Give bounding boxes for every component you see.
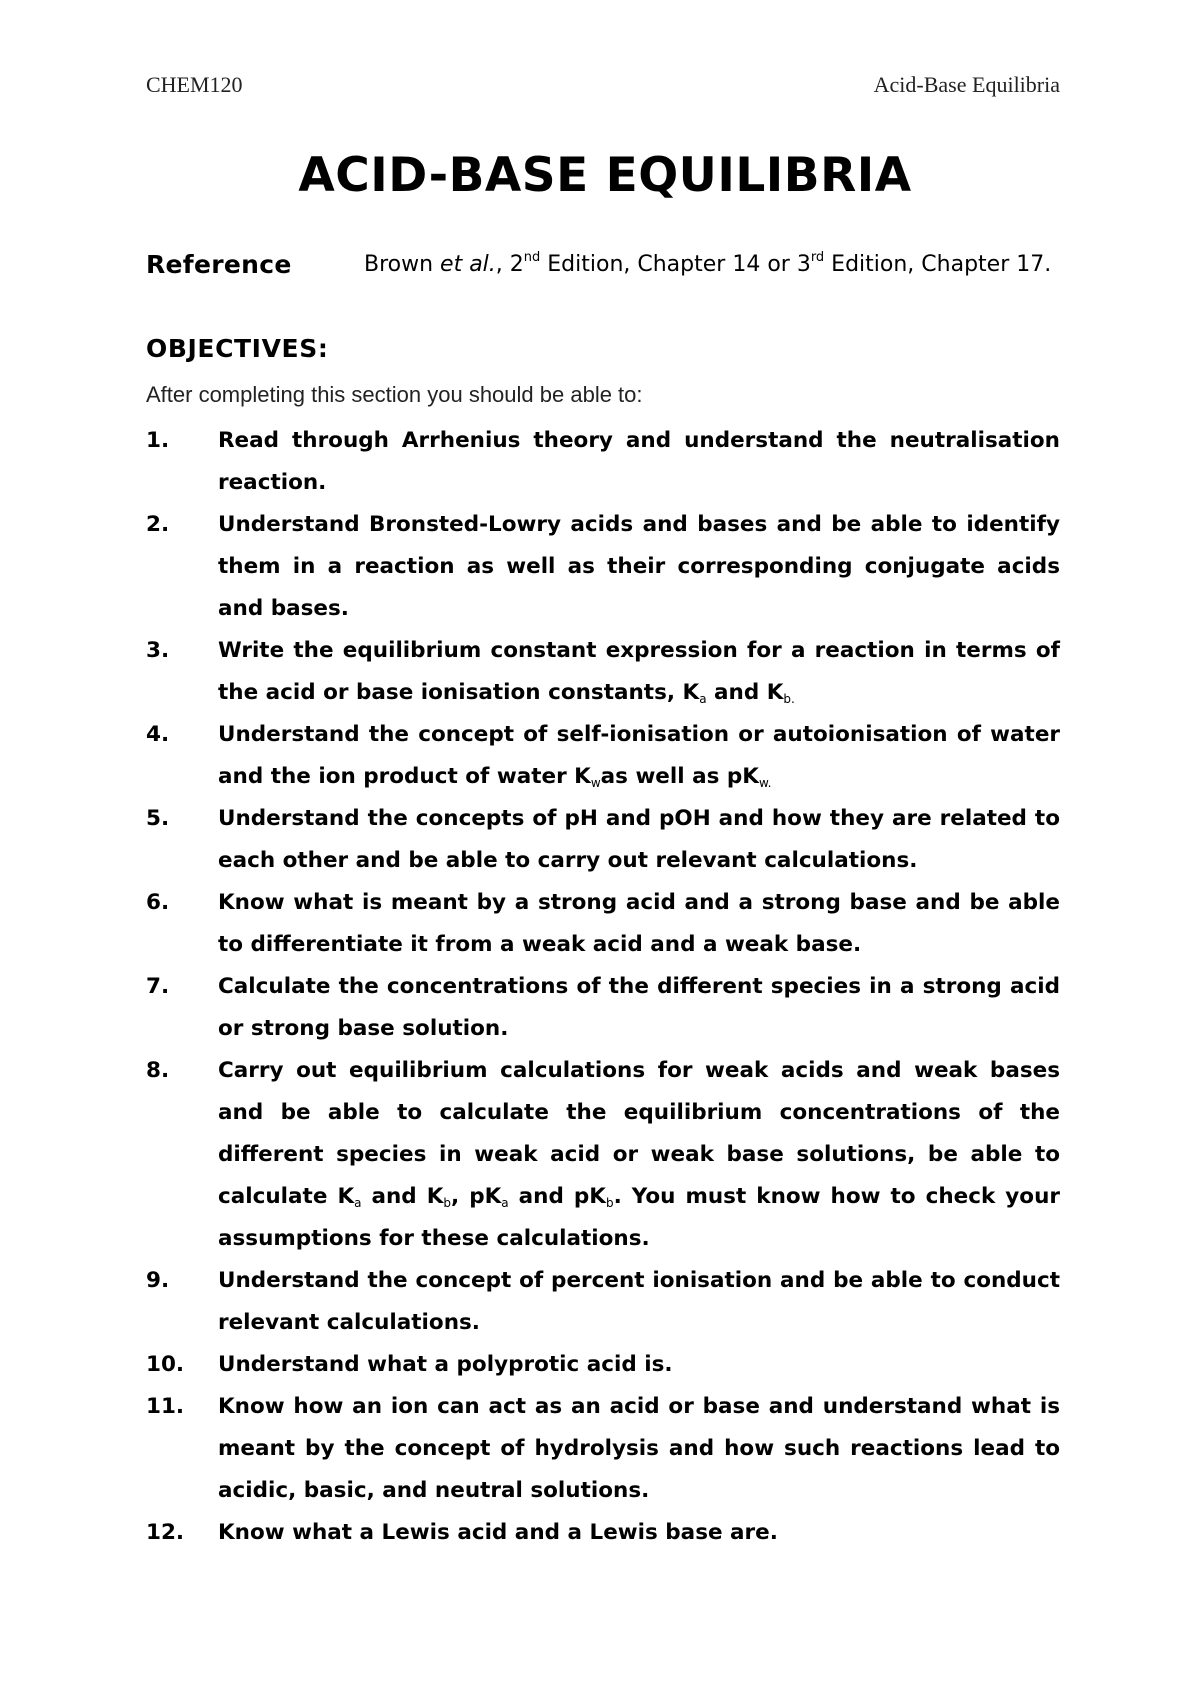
objective-item bbox=[146, 798, 1060, 882]
objective-text bbox=[218, 1512, 1060, 1554]
objective-subscript: w. bbox=[758, 776, 772, 790]
reference-citation bbox=[364, 252, 1051, 277]
objective-text-run: Calculate the concentrations of the different species in a strong acid or strong base solution. bbox=[218, 974, 1060, 1041]
header-section-title: Acid-Base Equilibria bbox=[873, 72, 1060, 97]
objective-text-run: Read through Arrhenius theory and understand the neutralisation reaction. bbox=[218, 428, 1060, 495]
objective-number: 11. bbox=[146, 1394, 185, 1419]
objective-number: 10. bbox=[146, 1352, 185, 1377]
reference-sup-2: rd bbox=[810, 250, 825, 265]
objectives-heading: OBJECTIVES: bbox=[146, 334, 329, 363]
objective-text bbox=[218, 1260, 1060, 1344]
objective-text-run: Write the equilibrium constant expression for a reaction in terms of the acid or base ionisation constants, K bbox=[218, 638, 1060, 705]
objective-item bbox=[146, 1344, 1060, 1386]
objective-number: 3. bbox=[146, 638, 170, 663]
objectives-list bbox=[146, 420, 1060, 1554]
objective-text bbox=[218, 966, 1060, 1050]
objective-text-run: and pK bbox=[508, 1184, 606, 1209]
header-course-code: CHEM120 bbox=[146, 72, 243, 97]
objective-number: 4. bbox=[146, 722, 170, 747]
reference-label: Reference bbox=[146, 250, 292, 279]
objective-number: 12. bbox=[146, 1520, 185, 1545]
objective-text bbox=[218, 504, 1060, 630]
objective-text-run: , pK bbox=[451, 1184, 502, 1209]
objective-subscript: b bbox=[443, 1196, 452, 1210]
objectives-intro: After completing this section you should be able to: bbox=[146, 382, 643, 407]
objective-text-run: Know how an ion can act as an acid or base and understand what is meant by the concept of hydrolysis and how such reactions lead to acidic, basic, and neutral solutions. bbox=[218, 1394, 1060, 1503]
objective-item bbox=[146, 420, 1060, 504]
objective-item bbox=[146, 1512, 1060, 1554]
objective-number: 2. bbox=[146, 512, 170, 537]
objective-subscript: a bbox=[501, 1196, 509, 1210]
objective-item bbox=[146, 1386, 1060, 1512]
objective-number: 7. bbox=[146, 974, 170, 999]
objective-item bbox=[146, 504, 1060, 630]
objective-item bbox=[146, 714, 1060, 798]
objective-subscript: w bbox=[590, 776, 601, 790]
objective-text-run: Understand Bronsted-Lowry acids and bases and be able to identify them in a reaction as well as their corresponding conjugate acids and bases. bbox=[218, 512, 1060, 621]
objective-subscript: a bbox=[354, 1196, 362, 1210]
reference-part-3: Edition, Chapter 17. bbox=[824, 252, 1052, 277]
reference-part-2: Edition, Chapter 14 or 3 bbox=[540, 252, 811, 277]
objective-subscript: a bbox=[699, 692, 707, 706]
objective-subscript: b. bbox=[783, 692, 795, 706]
objective-number: 9. bbox=[146, 1268, 170, 1293]
objective-item bbox=[146, 966, 1060, 1050]
objective-subscript: b bbox=[605, 1196, 614, 1210]
reference-part-1: , 2 bbox=[495, 252, 524, 277]
objective-text-run: and K bbox=[361, 1184, 444, 1209]
reference-author: Brown bbox=[364, 252, 441, 277]
objective-number: 1. bbox=[146, 428, 170, 453]
objective-text-run: . You must know how to check your assumptions for these calculations. bbox=[218, 1184, 1060, 1251]
objective-number: 6. bbox=[146, 890, 170, 915]
reference-sup-1: nd bbox=[523, 250, 541, 265]
objective-text bbox=[218, 1344, 1060, 1386]
document-title: ACID-BASE EQUILIBRIA bbox=[298, 148, 912, 203]
objective-text bbox=[218, 1050, 1060, 1260]
objective-number: 8. bbox=[146, 1058, 170, 1083]
objective-text-run: Carry out equilibrium calculations for weak acids and weak bases and be able to calculate the equilibrium concentrations of the different species in weak acid or weak base solutions, be able to calculate K bbox=[218, 1058, 1060, 1209]
objective-number: 5. bbox=[146, 806, 170, 831]
objective-text-run: and K bbox=[706, 680, 784, 705]
reference-et-al: et al. bbox=[440, 252, 496, 277]
objective-text-run: as well as pK bbox=[600, 764, 759, 789]
objective-item bbox=[146, 882, 1060, 966]
objective-text bbox=[218, 1386, 1060, 1512]
objective-item bbox=[146, 1260, 1060, 1344]
objective-text-run: Understand the concept of self-ionisation or autoionisation of water and the ion product of water K bbox=[218, 722, 1060, 789]
objective-text-run: Know what is meant by a strong acid and a strong base and be able to differentiate it from a weak acid and a weak base. bbox=[218, 890, 1060, 957]
objective-text bbox=[218, 420, 1060, 504]
objective-text-run: Know what a Lewis acid and a Lewis base are. bbox=[218, 1520, 778, 1545]
objective-text bbox=[218, 630, 1060, 714]
objective-text bbox=[218, 714, 1060, 798]
objective-text-run: Understand the concept of percent ionisation and be able to conduct relevant calculations. bbox=[218, 1268, 1060, 1335]
objective-text bbox=[218, 798, 1060, 882]
objective-text-run: Understand the concepts of pH and pOH and how they are related to each other and be able to carry out relevant calculations. bbox=[218, 806, 1060, 873]
objective-text bbox=[218, 882, 1060, 966]
objective-item bbox=[146, 630, 1060, 714]
objective-text-run: Understand what a polyprotic acid is. bbox=[218, 1352, 673, 1377]
objective-item bbox=[146, 1050, 1060, 1260]
